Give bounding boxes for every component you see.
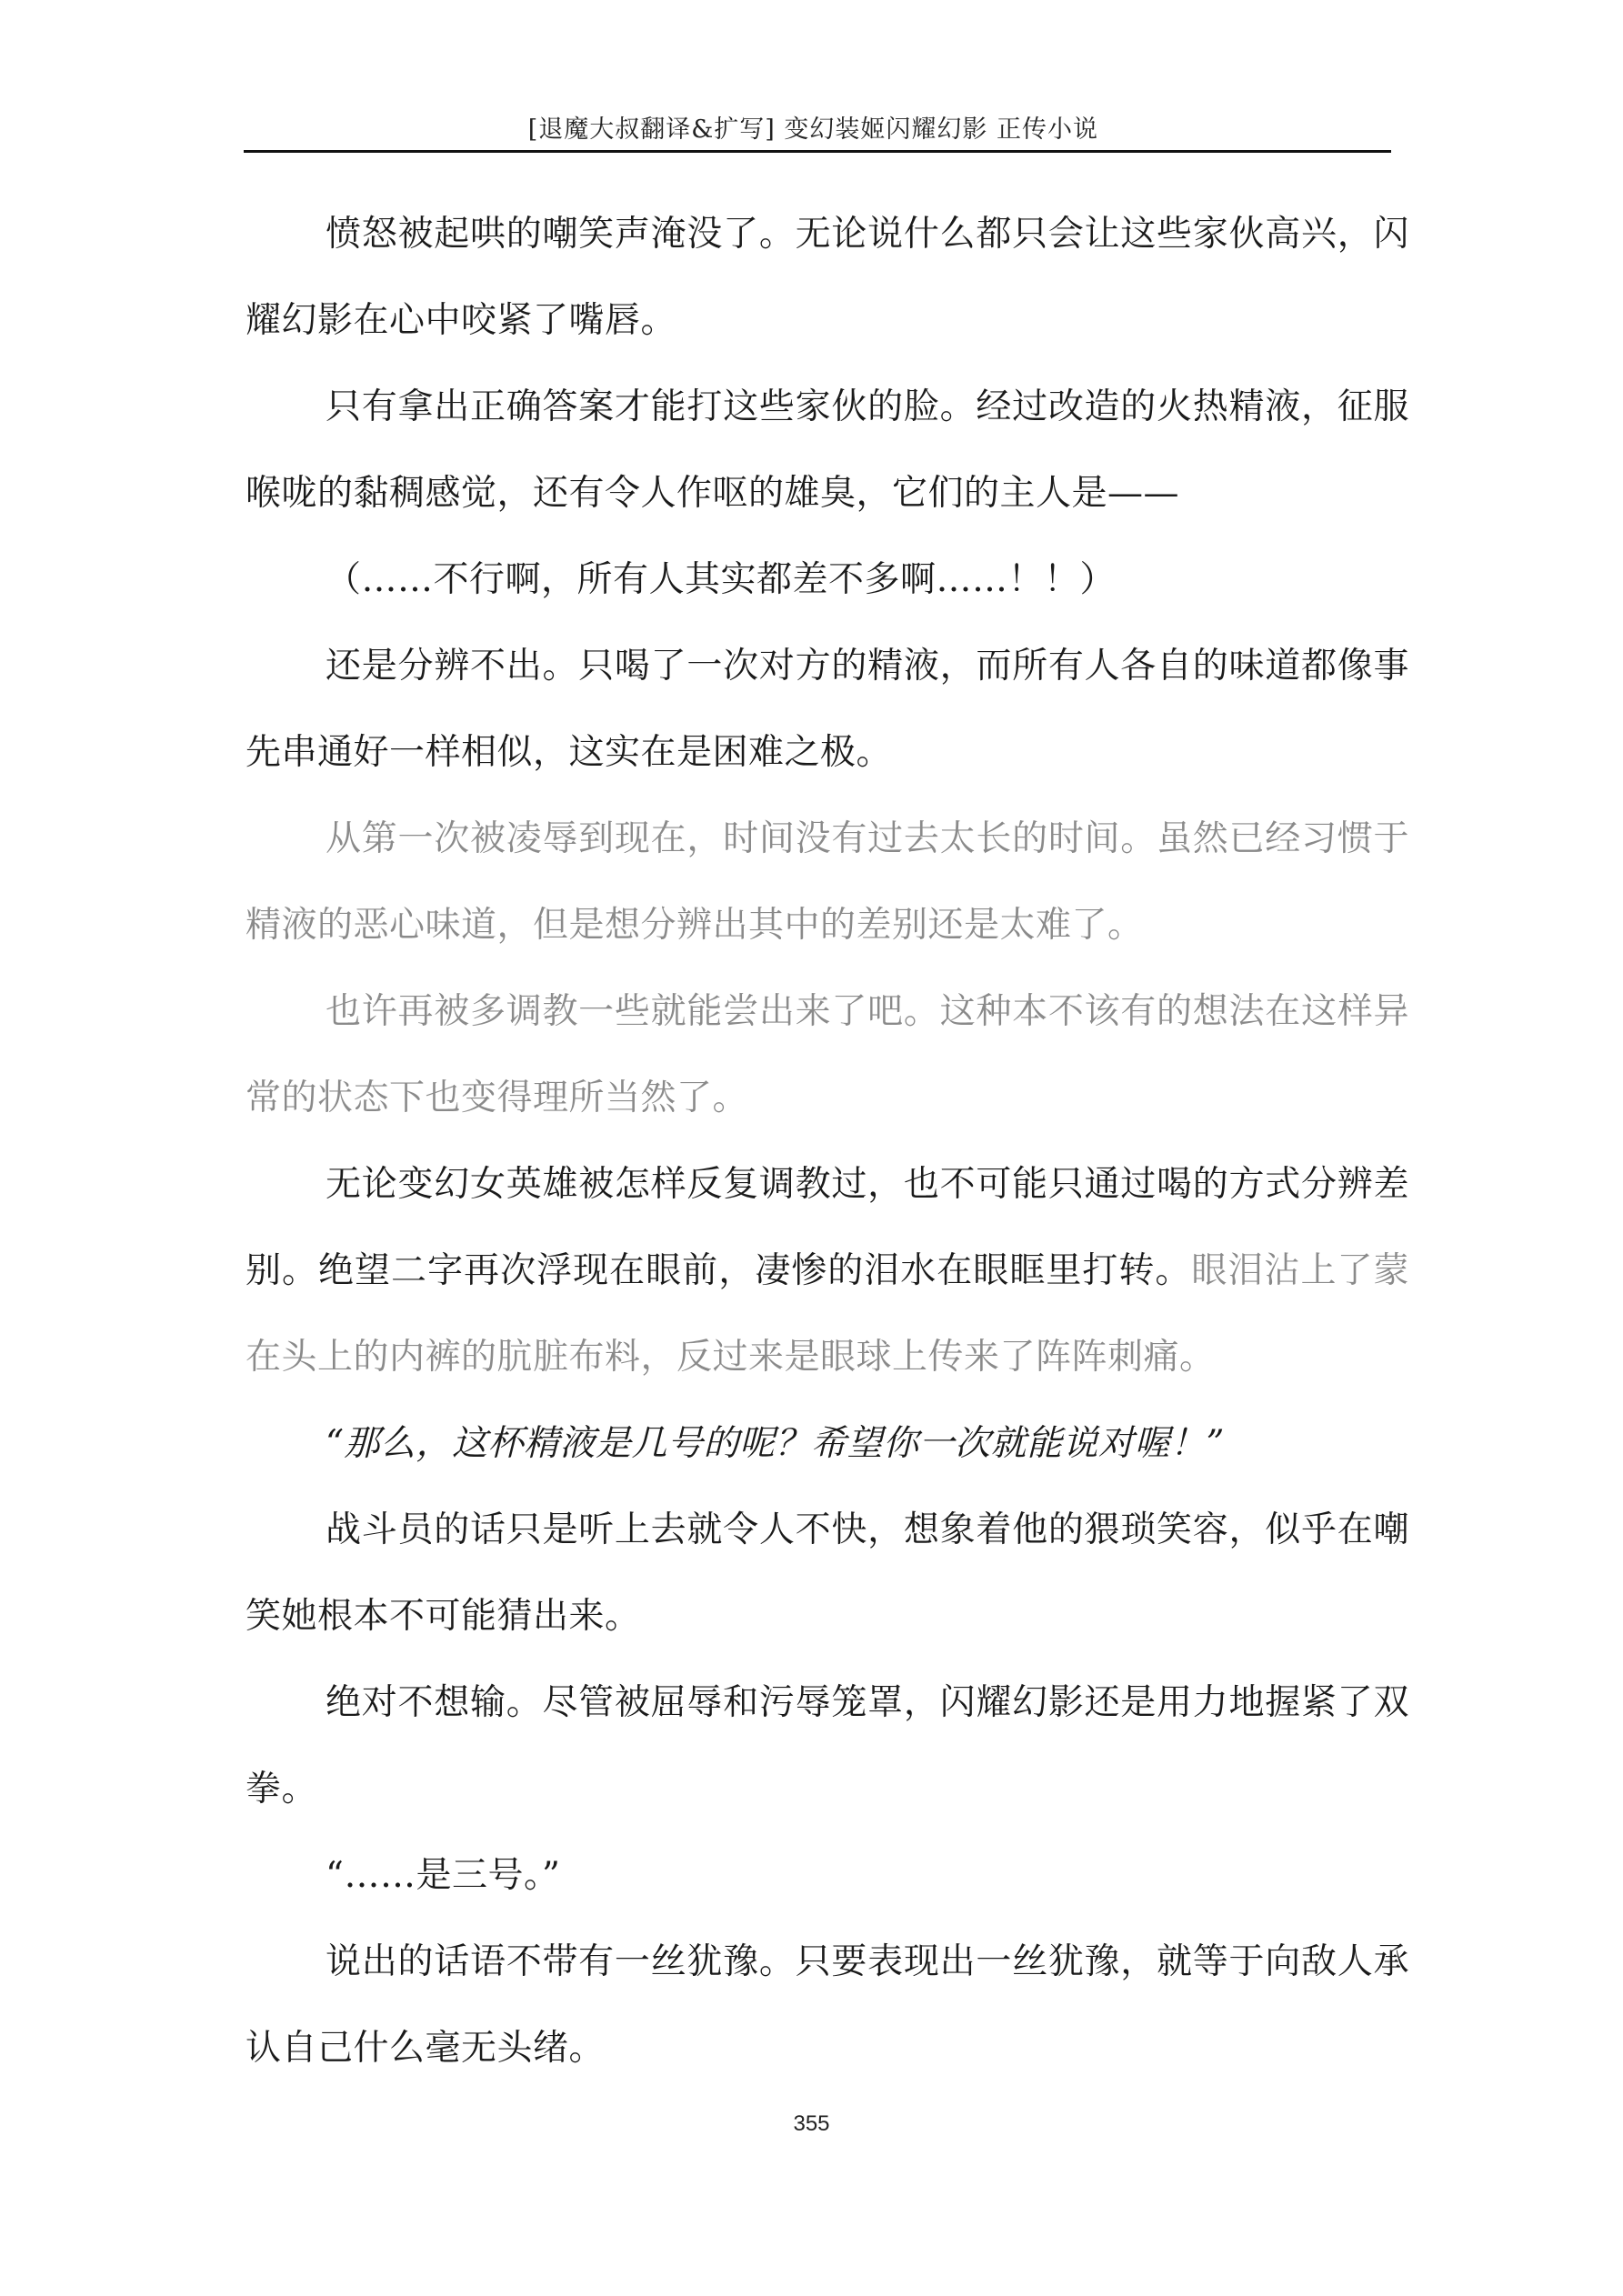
paragraph-12: 说出的话语不带有一丝犹豫。只要表现出一丝犹豫，就等于向敌人承认自己什么毫无头绪。 — [245, 1941, 1409, 2069]
paragraph-9: 战斗员的话只是听上去就令人不快，想象着他的猥琐笑容，似乎在嘲笑她根本不可能猜出来。 — [245, 1509, 1409, 1637]
paragraph-8-dialogue: “那么，这杯精液是几号的呢？希望你一次就能说对喔！” — [326, 1423, 1225, 1464]
document-body — [245, 191, 1409, 2091]
paragraph-7-gray: 眼泪沾上了蒙在头上的内裤的肮脏布料，反过来是眼球上传来了阵阵刺痛。 — [245, 1250, 1409, 1378]
paragraph-7 — [245, 1141, 1409, 1400]
paragraph-10: 绝对不想输。尽管被屈辱和污辱笼罩，闪耀幻影还是用力地握紧了双拳。 — [245, 1682, 1409, 1810]
page-number: 355 — [793, 2111, 830, 2136]
paragraph-2: 只有拿出正确答案才能打这些家伙的脸。经过改造的火热精液，征服喉咙的黏稠感觉，还有令人作呕的雄臭，它们的主人是—— — [245, 386, 1409, 514]
paragraph-11-dialogue: “……是三号。” — [326, 1855, 561, 1896]
paragraph-3-inner-thought: （……不行啊，所有人其实都差不多啊……！！） — [326, 559, 1117, 600]
paragraph-7-main: 无论变幻女英雄被怎样反复调教过，也不可能只通过喝的方式分辨差别。绝望二字再次浮现在眼前，凄惨的泪水在眼眶里打转。 — [245, 1164, 1409, 1291]
paragraph-4: 还是分辨不出。只喝了一次对方的精液，而所有人各自的味道都像事先串通好一样相似，这实在是困难之极。 — [245, 646, 1409, 773]
paragraph-5: 从第一次被凌辱到现在，时间没有过去太长的时间。虽然已经习惯于精液的恶心味道，但是想分辨出其中的差别还是太难了。 — [245, 818, 1409, 946]
header-title: [退魔大叔翻译&扩写] 变幻装姬闪耀幻影 正传小说 — [527, 115, 1098, 144]
paragraph-6: 也许再被多调教一些就能尝出来了吧。这种本不该有的想法在这样异常的状态下也变得理所当然了。 — [245, 991, 1409, 1118]
page-header — [244, 107, 1391, 153]
paragraph-1: 愤怒被起哄的嘲笑声淹没了。无论说什么都只会让这些家伙高兴，闪耀幻影在心中咬紧了嘴唇。 — [245, 214, 1409, 341]
